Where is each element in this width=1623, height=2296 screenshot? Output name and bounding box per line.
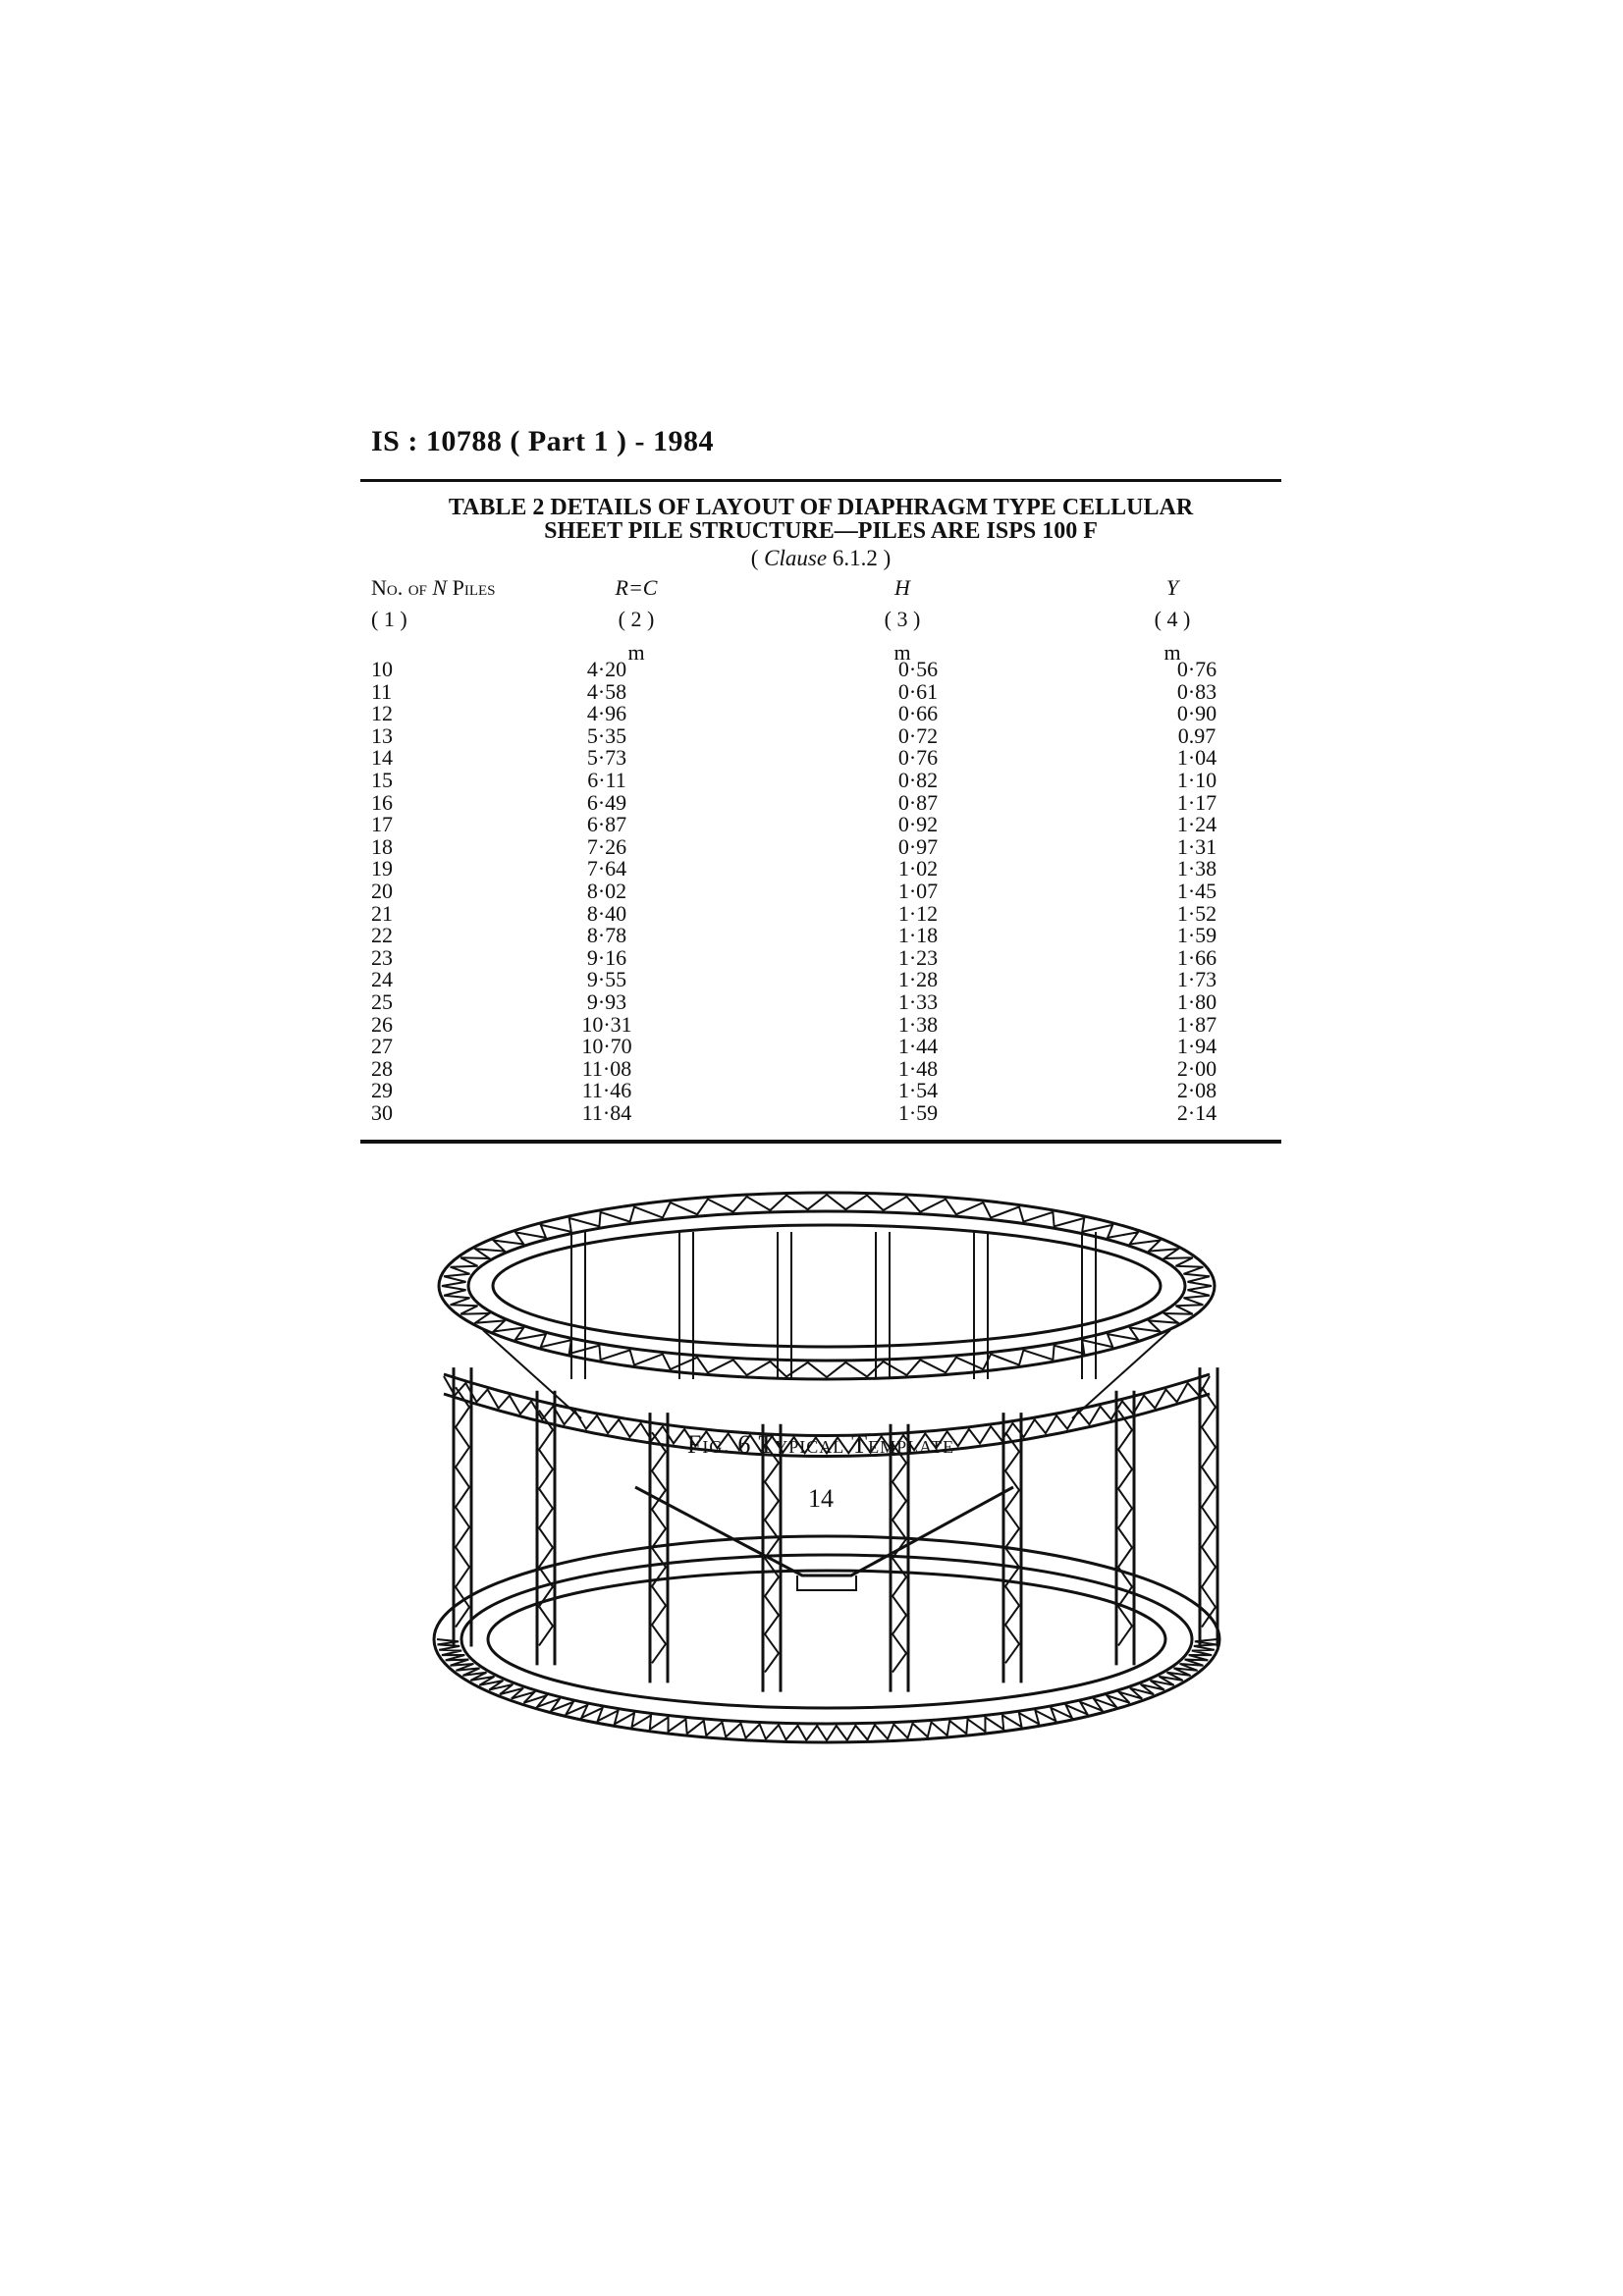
table-cell: 0·76 <box>897 745 939 771</box>
col4-heading: Y <box>1165 575 1179 600</box>
table-cell: 4·58 <box>586 678 627 704</box>
table-row <box>371 833 1255 859</box>
page-number: 14 <box>808 1484 834 1513</box>
table-row <box>371 1099 1255 1125</box>
table-row <box>371 659 1255 681</box>
table-cell: 1·04 <box>1176 745 1217 771</box>
table-cell: 2·08 <box>1176 1078 1217 1103</box>
col3-number: ( 3 ) <box>884 607 921 631</box>
top-ring-middle <box>468 1211 1185 1361</box>
standard-header: IS : 10788 ( Part 1 ) - 1984 <box>371 425 714 457</box>
clause-number: 6.1.2 <box>832 546 878 570</box>
clause-reference: ( Clause 6.1.2 ) <box>750 546 892 570</box>
figure-caption: Fig. 6 Typical Template <box>686 1430 955 1459</box>
table-cell: 21 <box>371 900 393 926</box>
table-cell: 1·59 <box>1176 923 1217 948</box>
table-cell: 1·38 <box>897 1011 939 1037</box>
table-cell: 11·08 <box>581 1055 632 1081</box>
table-cell: 5·73 <box>586 745 627 771</box>
table-cell: 0·61 <box>897 678 939 704</box>
table-cell: 27 <box>371 1034 393 1059</box>
table-cell: 0·90 <box>1176 701 1217 726</box>
table-cell: 13 <box>371 722 393 748</box>
col2-heading: R=C <box>615 575 658 600</box>
table-cell: 8·40 <box>586 900 627 926</box>
table-cell: 0·87 <box>897 789 939 815</box>
table-cell: 30 <box>371 1099 393 1125</box>
table-cell: 6·87 <box>586 812 627 837</box>
table-cell: 1·28 <box>897 967 939 992</box>
bottom-rule <box>360 1140 1281 1144</box>
table-cell: 4·96 <box>586 701 627 726</box>
table-row <box>371 722 1255 748</box>
table-cell: 0·92 <box>897 812 939 837</box>
table-cell: 1·02 <box>897 856 939 881</box>
table-row <box>371 814 1255 836</box>
table-row <box>371 944 1255 970</box>
col4-number: ( 4 ) <box>1154 607 1191 631</box>
table-cell: 10·70 <box>581 1034 632 1059</box>
bottom-ring-middle <box>461 1555 1192 1724</box>
table-body <box>371 659 1255 1124</box>
table-cell: 7·26 <box>586 833 627 859</box>
top-ring-outer <box>439 1193 1215 1379</box>
table-cell: 20 <box>371 878 393 903</box>
template-figure <box>424 1173 1229 1418</box>
col1-heading <box>371 575 496 601</box>
col2-unit: m <box>627 640 645 665</box>
table-cell: 1·48 <box>897 1055 939 1081</box>
table-row <box>371 1036 1255 1058</box>
table-cell: 0·76 <box>1176 657 1217 681</box>
table-cell: 2·14 <box>1176 1099 1217 1125</box>
table-row <box>371 858 1255 881</box>
table-cell: 8·78 <box>586 923 627 948</box>
table-row <box>371 747 1255 770</box>
table-row <box>371 925 1255 947</box>
col3-heading: H <box>894 575 910 600</box>
table-cell: 2·00 <box>1176 1055 1217 1081</box>
table-cell: 17 <box>371 812 393 837</box>
table-cell: 1·52 <box>1176 900 1217 926</box>
top-ring-inner <box>493 1225 1161 1347</box>
table-cell: 19 <box>371 856 393 881</box>
table-cell: 1·94 <box>1176 1034 1217 1059</box>
table-cell: 24 <box>371 967 393 992</box>
table-cell: 10·31 <box>581 1011 632 1037</box>
table-cell: 1·38 <box>1176 856 1217 881</box>
table-cell: 0.97 <box>1177 722 1217 748</box>
table-cell: 9·16 <box>586 944 627 970</box>
table-cell: 1·80 <box>1176 988 1217 1014</box>
col1-number: ( 1 ) <box>371 607 407 631</box>
top-rule <box>360 479 1281 482</box>
table-cell: 28 <box>371 1055 393 1081</box>
table-cell: 10 <box>371 657 393 681</box>
table-cell: 6·49 <box>586 789 627 815</box>
table-cell: 7·64 <box>586 856 627 881</box>
table-cell: 1·31 <box>1176 833 1217 859</box>
table-cell: 1·45 <box>1176 878 1217 903</box>
table-cell: 11 <box>371 678 393 704</box>
col4-unit: m <box>1163 640 1181 665</box>
table-cell: 29 <box>371 1078 393 1103</box>
table-cell: 1·73 <box>1176 967 1217 992</box>
table-cell: 1·07 <box>897 878 939 903</box>
table-row <box>371 900 1255 926</box>
table-row <box>371 988 1255 1014</box>
table-cell: 1·12 <box>897 900 939 926</box>
table-row <box>371 767 1255 792</box>
table-cell: 12 <box>371 701 393 726</box>
col1-heading-prefix: No. of <box>371 575 427 600</box>
table-cell: 22 <box>371 923 393 948</box>
table-cell: 8·02 <box>586 878 627 903</box>
table-caption-line-1: TABLE 2 DETAILS OF LAYOUT OF DIAPHRAGM TYPE CELLULAR <box>448 495 1194 520</box>
table-row <box>371 678 1255 704</box>
table-cell: 1·66 <box>1176 944 1217 970</box>
table-cell: 11·84 <box>581 1099 632 1125</box>
table-cell: 11·46 <box>581 1078 632 1103</box>
table-cell: 14 <box>371 745 393 771</box>
table-cell: 1·54 <box>897 1078 939 1103</box>
table-cell: 9·55 <box>586 967 627 992</box>
table-cell: 0·56 <box>897 657 939 681</box>
table-cell: 1·17 <box>1176 789 1217 815</box>
table-caption-line-2: SHEET PILE STRUCTURE—PILES ARE ISPS 100 F <box>544 518 1098 544</box>
table-row <box>371 1011 1255 1037</box>
table-cell: 1·10 <box>1176 767 1217 792</box>
col1-heading-var: N <box>432 575 448 600</box>
clause-label: Clause <box>764 546 828 570</box>
table-cell: 9·93 <box>586 988 627 1014</box>
table-cell: 1·23 <box>897 944 939 970</box>
col1-heading-suffix: Piles <box>452 575 496 600</box>
table-cell: 1·59 <box>897 1099 939 1125</box>
table-row <box>371 1055 1255 1081</box>
table-cell: 6·11 <box>587 767 626 792</box>
table-cell: 0·83 <box>1176 678 1217 704</box>
table-cell: 1·44 <box>897 1034 939 1059</box>
table-row <box>371 969 1255 991</box>
table-cell: 18 <box>371 833 393 859</box>
table-cell: 0·97 <box>897 833 939 859</box>
vertical-members <box>454 1232 1217 1692</box>
table-cell: 25 <box>371 988 393 1014</box>
table-cell: 1·24 <box>1176 812 1217 837</box>
table-row <box>371 1080 1255 1102</box>
table-cell: 1·18 <box>897 923 939 948</box>
table-cell: 0·66 <box>897 701 939 726</box>
table-cell: 1·87 <box>1176 1011 1217 1037</box>
table-cell: 26 <box>371 1011 393 1037</box>
table-cell: 0·82 <box>897 767 939 792</box>
table-cell: 1·33 <box>897 988 939 1014</box>
table-row <box>371 878 1255 903</box>
table-cell: 0·72 <box>897 722 939 748</box>
col2-number: ( 2 ) <box>618 607 655 631</box>
table-cell: 16 <box>371 789 393 815</box>
table-cell: 4·20 <box>586 657 627 681</box>
col3-unit: m <box>893 640 911 665</box>
table-row <box>371 789 1255 815</box>
table-cell: 5·35 <box>586 722 627 748</box>
table-cell: 23 <box>371 944 393 970</box>
table-row <box>371 703 1255 725</box>
table-cell: 15 <box>371 767 393 792</box>
